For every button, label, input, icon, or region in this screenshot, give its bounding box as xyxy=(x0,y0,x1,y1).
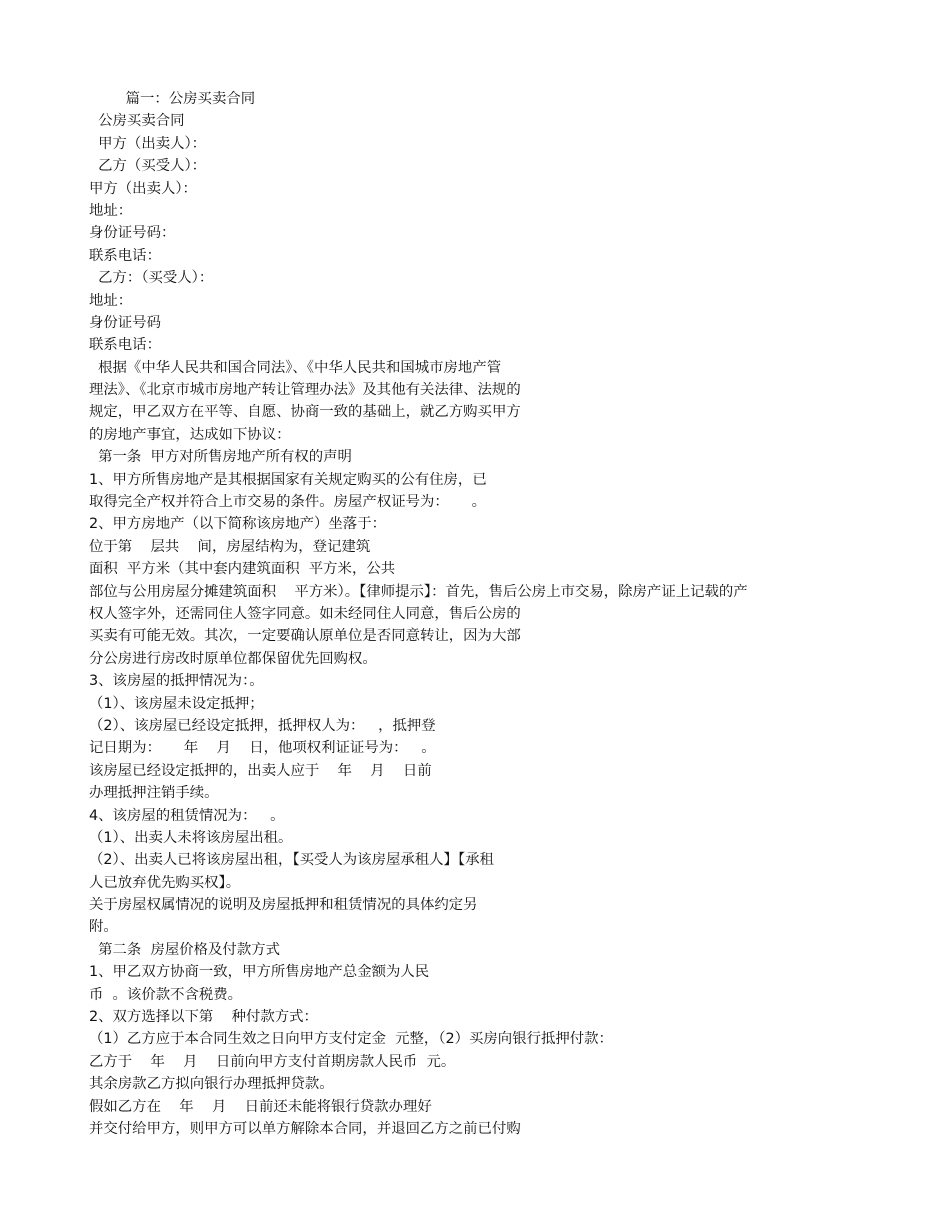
doc-line: 分公房进行房改时原单位都保留优先回购权。 xyxy=(89,650,377,667)
doc-line: 办理抵押注销手续。 xyxy=(89,785,219,802)
doc-line: 地址： xyxy=(89,202,133,219)
doc-line: 篇一：公房买卖合同 xyxy=(89,91,256,107)
doc-line: （1）乙方应于本合同生效之日向甲方支付定金 元整，（2）买房向银行抵押付款： xyxy=(89,1031,613,1048)
doc-line: 乙方于 年 月 日前向甲方支付首期房款人民币 元。 xyxy=(89,1053,456,1070)
doc-line: 甲方（出卖人）： xyxy=(89,135,207,152)
doc-line: 理法》、《北京市城市房地产转让管理办法》及其他有关法律、法规的 xyxy=(89,382,521,399)
doc-line: 其余房款乙方拟向银行办理抵押贷款。 xyxy=(89,1076,334,1093)
doc-line: 附。 xyxy=(89,919,118,936)
doc-line: 记日期为： 年 月 日，他项权利证证号为： 。 xyxy=(89,740,436,757)
doc-line: 取得完全产权并符合上市交易的条件。房屋产权证号为： 。 xyxy=(89,494,487,511)
doc-line: 币 。该价款不含税费。 xyxy=(89,986,243,1003)
doc-line: （1）、出卖人未将该房屋出租。 xyxy=(89,829,293,846)
doc-line: 3、该房屋的抵押情况为：。 xyxy=(89,673,264,690)
doc-line: 甲方（出卖人）： xyxy=(89,180,197,197)
doc-line: 乙方（买受人）： xyxy=(89,158,207,175)
doc-line: 联系电话： xyxy=(89,247,161,264)
doc-line: 假如乙方在 年 月 日前还未能将银行贷款办理好 xyxy=(89,1098,432,1115)
doc-line: 2、双方选择以下第 种付款方式： xyxy=(89,1009,318,1026)
doc-line: 身份证号码： xyxy=(89,225,176,242)
doc-line: 面积 平方米（其中套内建筑面积 平方米，公共 xyxy=(89,561,396,578)
doc-line: 该房屋已经设定抵押的，出卖人应于 年 月 日前 xyxy=(89,762,432,779)
doc-line: 部位与公用房屋分摊建筑面积 平方米）。【律师提示】：首先，售后公房上市交易，除房产证上记载的产 xyxy=(89,583,748,600)
doc-line: 位于第 层共 间，房屋结构为，登记建筑 xyxy=(89,538,371,555)
doc-line: （1）、该房屋未设定抵押； xyxy=(89,695,264,712)
doc-line: 公房买卖合同 xyxy=(89,113,185,130)
doc-line: 地址： xyxy=(89,292,133,309)
doc-line: 2、甲方房地产（以下简称该房地产）坐落于： xyxy=(89,516,386,533)
doc-line: 的房地产事宜，达成如下协议： xyxy=(89,426,291,443)
doc-line: 关于房屋权属情况的说明及房屋抵押和租赁情况的具体约定另 xyxy=(89,897,478,914)
doc-line: 4、该房屋的租赁情况为： 。 xyxy=(89,807,285,824)
doc-line: 并交付给甲方，则甲方可以单方解除本合同，并退回乙方之前已付购 xyxy=(89,1120,521,1137)
doc-line: 第一条 甲方对所售房地产所有权的声明 xyxy=(89,449,352,466)
doc-line: 乙方：（买受人）： xyxy=(89,270,214,287)
doc-line: （2）、该房屋已经设定抵押，抵押权人为： ，抵押登 xyxy=(89,717,436,734)
doc-line: 1、甲方所售房地产是其根据国家有关规定购买的公有住房，已 xyxy=(89,471,487,488)
doc-line: 买卖有可能无效。其次，一定要确认原单位是否同意转让，因为大部 xyxy=(89,628,521,645)
doc-line: 联系电话： xyxy=(89,337,161,354)
contract-body xyxy=(89,88,879,1140)
doc-line: 第二条 房屋价格及付款方式 xyxy=(89,941,280,958)
doc-line: 根据《中华人民共和国合同法》、《中华人民共和国城市房地产管 xyxy=(89,359,502,376)
doc-line: 1、甲乙双方协商一致，甲方所售房地产总金额为人民 xyxy=(89,964,430,981)
doc-line: 规定，甲乙双方在平等、自愿、协商一致的基础上，就乙方购买甲方 xyxy=(89,404,521,421)
doc-line: （2）、出卖人已将该房屋出租，【买受人为该房屋承租人】【承租 xyxy=(89,852,494,869)
doc-line: 权人签字外，还需同住人签字同意。如未经同住人同意，售后公房的 xyxy=(89,605,521,622)
doc-line: 身份证号码 xyxy=(89,314,161,331)
doc-line: 人已放弃优先购买权】。 xyxy=(89,874,241,891)
